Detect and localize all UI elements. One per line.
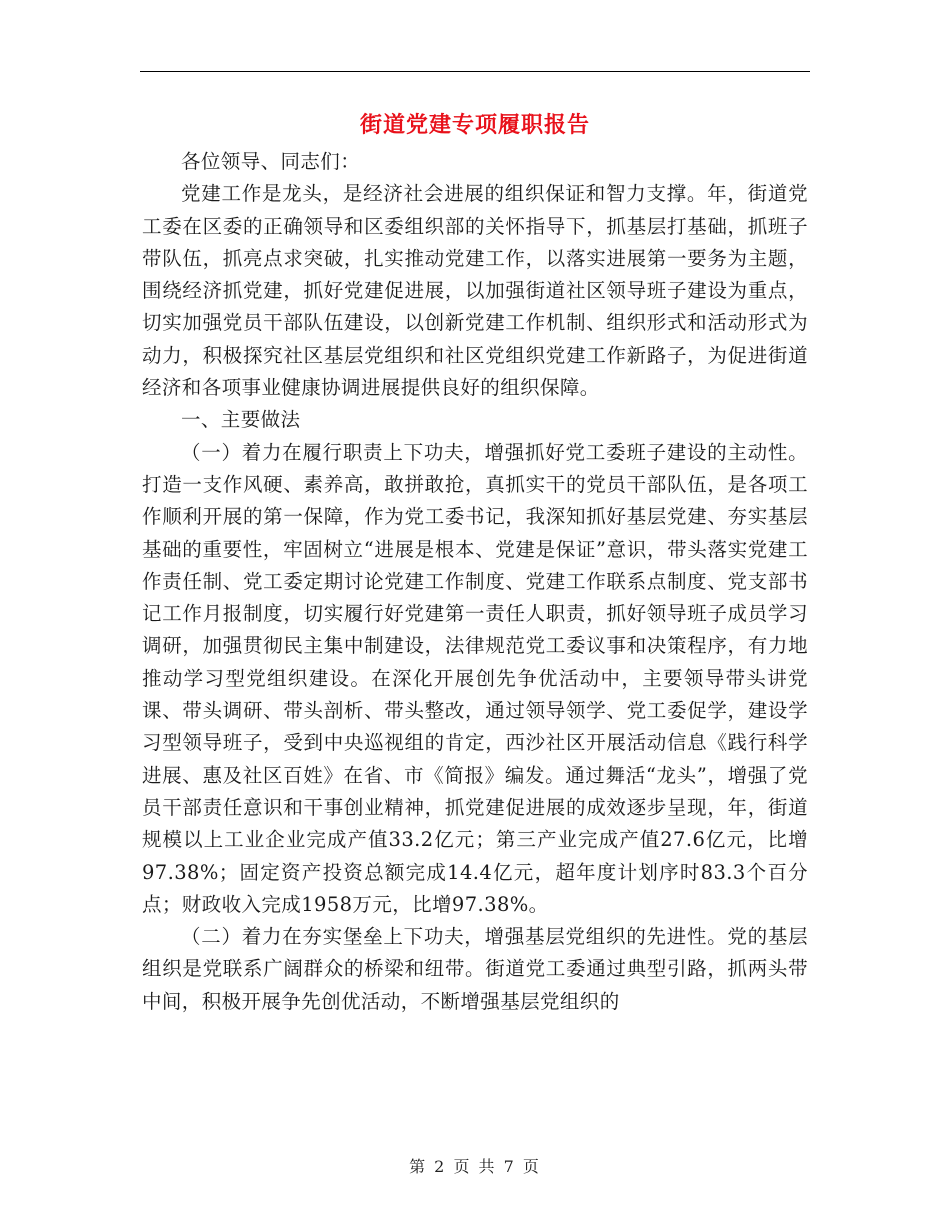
section-heading: 一、主要做法 [181, 408, 301, 432]
section-one-paragraph: （一）着力在履行职责上下功夫，增强抓好党工委班子建设的主动性。打造一支作风硬、素养高，敢拼敢抢，真抓实干的党员干部队伍，是各项工作顺利开展的第一保障，作为党工委书记，我深知抓好基层党建、夯实基层基础的重要性，牢固树立“进展是根本、党建是保证”意识，带头落实党建工作责任制、党工委定期讨论党建工作制度、党建工作联系点制度、党支部书记工作月报制度，切实履行好党建第一责任人职责，抓好领导班子成员学习调研，加强贯彻民主集中制建设，法律规范党工委议事和决策程序，有力地推动学习型党组织建设。在深化开展创先争优活动中，主要领导带头讲党课、带头调研、带头剖析、带头整改，通过领导领学、党工委促学，建设学习型领导班子，受到中央巡视组的肯定，西沙社区开展活动信息《践行科学进展、惠及社区百姓》在省、市《简报》编发。通过舞活“龙头”，增强了党员干部责任意识和干事创业精神，抓党建促进展的成效逐步呈现，年，街道规模以上工业企业完成产值33.2亿元；第三产业完成产值27.6亿元，比增97.38%；固定资产投资总额完成14.4亿元，超年度计划序时83.3个百分点；财政收入完成1958万元，比增97.38%。 [142, 440, 808, 916]
header-rule [140, 71, 810, 72]
salutation-paragraph: 各位领导、同志们： [181, 150, 361, 173]
section-two-paragraph: （二）着力在夯实堡垒上下功夫，增强基层党组织的先进性。党的基层组织是党联系广阔群众的桥梁和纽带。街道党工委通过典型引路，抓两头带中间，积极开展争先创优活动，不断增强基层党组织的 [142, 925, 808, 1013]
intro-paragraph: 党建工作是龙头，是经济社会进展的组织保证和智力支撑。年，街道党工委在区委的正确领导和区委组织部的关怀指导下，抓基层打基础，抓班子带队伍，抓亮点求突破，扎实推动党建工作，以落实进展第一要务为主题，围绕经济抓党建，抓好党建促进展，以加强街道社区领导班子建设为重点，切实加强党员干部队伍建设，以创新党建工作机制、组织形式和活动形式为动力，积极探究社区基层党组织和社区党组织党建工作新路子，为促进街道经济和各项事业健康协调进展提供良好的组织保障。 [142, 182, 808, 400]
document-body [142, 146, 808, 1018]
page-number: 第 2 页 共 7 页 [409, 1157, 541, 1176]
document-title: 街道党建专项履职报告 [359, 112, 590, 138]
